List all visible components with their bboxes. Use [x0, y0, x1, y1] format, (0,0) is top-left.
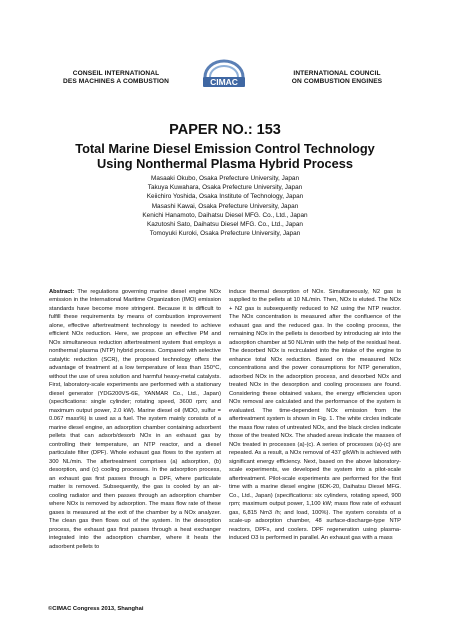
title-line1: Total Marine Diesel Emission Control Technology [75, 141, 375, 156]
paper-title [0, 141, 450, 171]
header-left-line1: CONSEIL INTERNATIONAL [72, 70, 160, 77]
abstract-label: Abstract: [49, 289, 75, 295]
paper-number: PAPER NO.: 153 [169, 122, 281, 138]
header-left-line2: DES MACHINES A COMBUSTION [62, 78, 170, 86]
author-line: Takuya Kuwahara, Osaka Prefecture University, Japan [147, 184, 303, 192]
header-right-line2: ON COMBUSTION ENGINES [291, 78, 383, 86]
abstract-text-left: The regulations governing marine diesel engine NOx emission in the International Maritime Organization (IMO) emission standards have become more stringent. Because it is difficult to fulfill these requirements by means of combustion improvement alone, effective aftertreatment technology is needed to achieve efficient NOx reduction. Here, we propose an effective PM and NOx simultaneous reduction aftertreatment system that employs a nonthermal plasma (NTP) hybrid process. Compared with selective catalytic reduction (SCR), the proposed technology offers the advantage of treatment at a low temperature of less than 150°C, without the use of urea solution and harmful heavy-metal catalysts. First, laboratory-scale experiments are performed with a stationary diesel generator (YDG200VS-6E, YANMAR Co., Ltd., Japan) (specifications: single cylinder; rotating speed, 3600 rpm; and maximum output power, 2.0 kW). Marine diesel oil (MDO, sulfur = 0.067 mass%) is used as a fuel. The system mainly consists of a marine diesel engine, an adsorption chamber containing adsorbent pellets that can adsorb/desorb NOx in an exhaust gas by controlling their temperature, an NTP reactor, and a diesel particulate filter (DPF). Whole exhaust gas flows to the system at 300 NL/min. The aftertreatment comprises (a) adsorption, (b) desorption, and (c) cooling processes. In the adsorption process, an exhaust gas first passes through a DPF, where particulate matter is removed. Subsequently, the gas is cooled by an air-cooling radiator and then passes through an adsorption chamber where NOx is removed by adsorption. The mass flow rate of these gases is measured at the exit of the chamber by a NOx analyzer. The clean gas then flows out of the system. In the desorption process, the exhaust gas first passes through a heat exchanger integrated into the adsorption chamber, where it heats the adsorbent pellets to [49, 289, 221, 550]
title-line2: Using Nonthermal Plasma Hybrid Process [96, 156, 354, 171]
header-right-line1: INTERNATIONAL COUNCIL [293, 70, 381, 77]
author-line: Keiichiro Yoshida, Osaka Institute of Technology, Japan [146, 193, 304, 201]
author-list [0, 174, 450, 238]
author-line: Masashi Kawai, Osaka Prefecture University, Japan [151, 202, 299, 210]
author-line: Kazutoshi Sato, Daihatsu Diesel MFG. Co., Ltd., Japan [147, 221, 303, 229]
cimac-logo [199, 57, 249, 95]
abstract-left-column [49, 288, 221, 551]
footer-copyright: ©CIMAC Congress 2013, Shanghai [48, 606, 144, 612]
author-line: Kenichi Hanamoto, Daihatsu Diesel MFG. Co., Ltd., Japan [142, 211, 308, 219]
abstract-text-right: induce thermal desorption of NOx. Simultaneously, N2 gas is supplied to the pellets at 10 NL/min. Then, NOx is eluted. The NOx + N2 gas is subsequently reduced to N2 using the NTP reactor. The NOx concentration is measured after the confluence of the exhaust gas and the reduced gas. In the cooling process, the remaining NOx in the pellets is desorbed by introducing air into the adsorption chamber at 50 NL/min with the help of the residual heat. The desorbed NOx is recirculated into the intake of the engine to enhance total NOx reduction. Based on the measured NOx concentrations and the power consumptions for NTP generation, adsorbed NOx in the adsorption process, and desorbed NOx and treated NOx in the desorption and cooling processes are found. Considering these obtained values, the energy efficiencies upon NOx removal are calculated and the performance of the system is evaluated. The time-dependent NOx emission from the aftertreatment system is shown in Fig. 1. The white circles indicate the mass flow rates of untreated NOx, and the black circles indicate those of the treated NOx. The shaded areas indicate the masses of NOx treated in processes (a)-(c). A series of processes (a)-(c) are repeated. As a result, a NOx removal of 437 g/kWh is achieved with significant energy efficiency. Next, based on the above laboratory-scale experiments, we developed the system into a pilot-scale aftertreatment. Pilot-scale experiments are performed for the first time with a marine diesel engine (6DK-20, Daihatsu Diesel MFG. Co., Ltd., Japan) (specifications: six cylinders, rotating speed, 900 rpm; maximum output power, 1,100 kW; mass flow rate of exhaust gas, 6,815 Nm3 /h; and load, 100%). The system consists of a scale-up adsorption chamber, 48 surface-discharge-type NTP reactors, DPFs, and coolers. DPF regeneration using plasma-induced O3 is performed in parallel. An exhaust gas with a mass [229, 289, 401, 542]
header-left [56, 70, 176, 87]
author-line: Masaaki Okubo, Osaka Prefecture University, Japan [151, 175, 299, 182]
logo-text: CIMAC [210, 77, 238, 88]
abstract-right-column [229, 288, 401, 543]
author-line: Tomoyuki Kuroki, Osaka Prefecture University, Japan [149, 230, 301, 238]
header-right [276, 70, 398, 87]
